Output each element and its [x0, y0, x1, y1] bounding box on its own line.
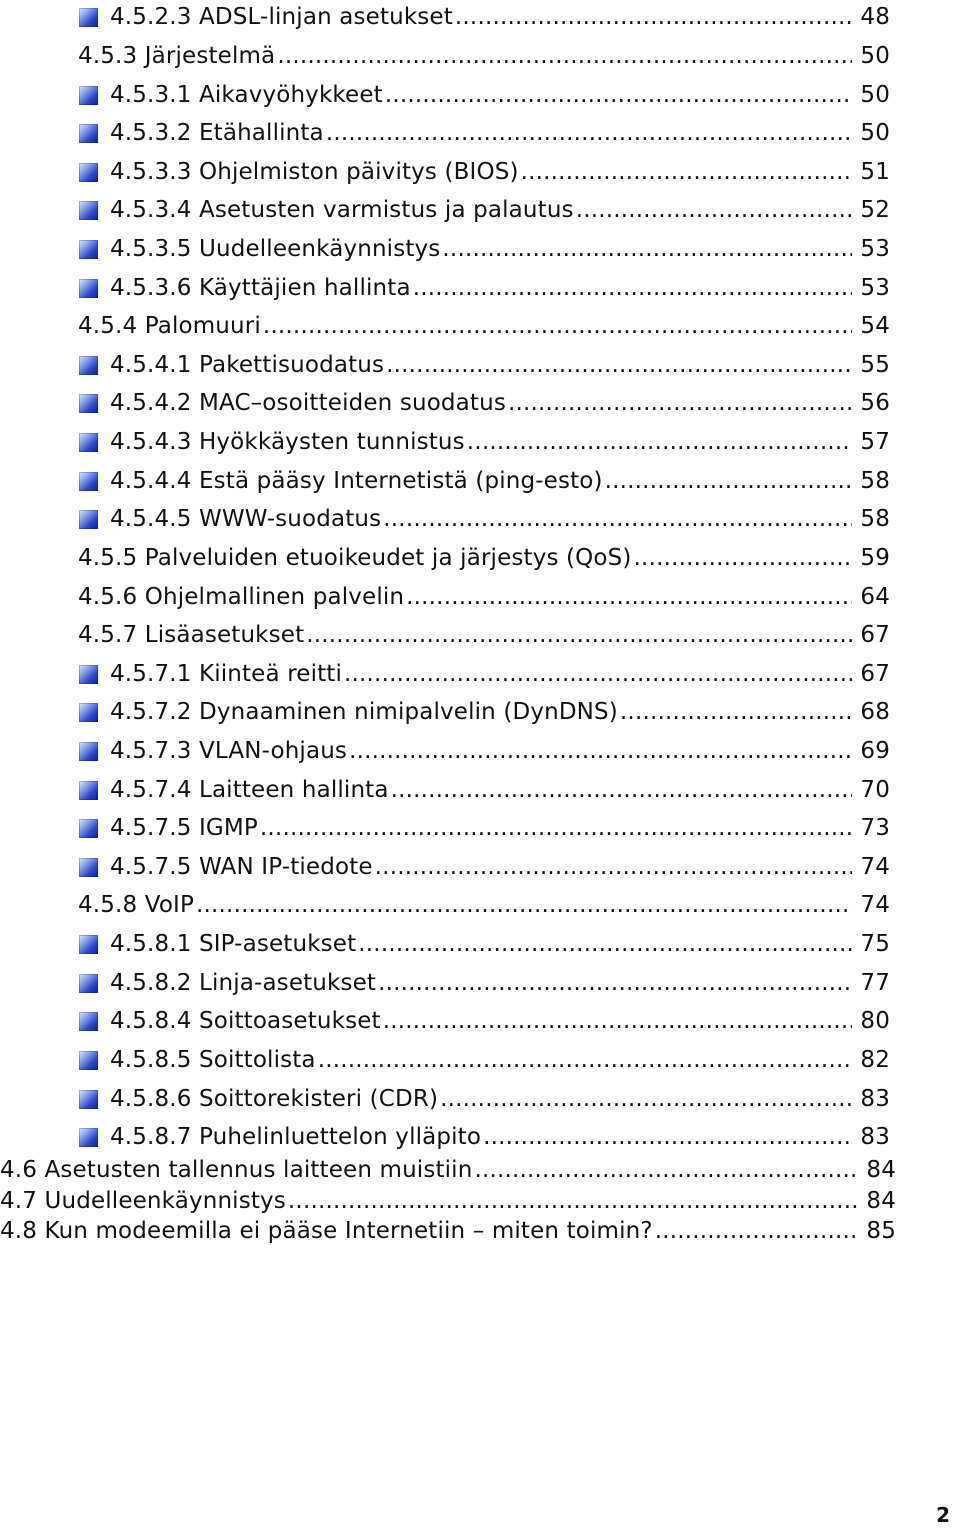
toc-leader-dots [655, 1220, 859, 1243]
toc-bullet-icon [79, 819, 98, 838]
toc-entry-title: 4.5.2.3 ADSL-linjan asetukset [110, 4, 453, 30]
toc-bullet-icon [79, 781, 98, 800]
toc-entry[interactable] [110, 392, 890, 415]
toc-leader-dots [386, 354, 852, 377]
toc-entry[interactable] [110, 1049, 890, 1072]
toc-leader-dots [260, 817, 853, 840]
toc-entry[interactable] [110, 161, 890, 184]
toc-bullet-icon [79, 935, 98, 954]
toc-leader-dots [413, 277, 853, 300]
toc-entry-title: 4.5.8.5 Soittolista [110, 1047, 316, 1073]
toc-page-number: 77 [860, 970, 890, 996]
toc-entry[interactable] [110, 663, 890, 686]
toc-leader-dots [634, 547, 853, 570]
toc-bullet-icon [79, 163, 98, 182]
toc-entry[interactable] [110, 1126, 890, 1149]
toc-bullet-icon [79, 1090, 98, 1109]
toc-entry-title: 4.5.7.5 IGMP [110, 815, 258, 841]
toc-entry-title: 4.8 Kun modeemilla ei pääse Internetiin – miten toimin? [0, 1218, 653, 1244]
toc-entry-title: 4.5.3.1 Aikavyöhykkeet [110, 82, 383, 108]
toc-page-number: 73 [860, 815, 890, 841]
toc-leader-dots [277, 45, 852, 68]
toc-bullet-icon [79, 394, 98, 413]
toc-leader-dots [288, 1190, 859, 1213]
toc-leader-dots [620, 701, 853, 724]
toc-entry[interactable] [110, 779, 890, 802]
toc-entry[interactable] [110, 277, 890, 300]
toc-entry-title: 4.5.8.6 Soittorekisteri (CDR) [110, 1086, 439, 1112]
toc-entry[interactable] [110, 354, 890, 377]
toc-entry-title: 4.5.8.2 Linja-asetukset [110, 970, 377, 996]
toc-entry-title: 4.5.3.4 Asetusten varmistus ja palautus [110, 197, 574, 223]
toc-bullet-icon [79, 742, 98, 761]
toc-bullet-icon [79, 974, 98, 993]
toc-entry-title: 4.5.4 Palomuuri [78, 313, 261, 339]
toc-entry[interactable] [0, 1220, 896, 1243]
toc-bullet-icon [79, 8, 98, 27]
toc-entry-title: 4.5.4.3 Hyökkäysten tunnistus [110, 429, 465, 455]
toc-leader-dots [326, 122, 853, 145]
toc-leader-dots [383, 508, 852, 531]
toc-page-number: 58 [860, 506, 890, 532]
toc-entry-title: 4.5.7 Lisäasetukset [78, 622, 305, 648]
toc-entry[interactable] [0, 1190, 896, 1213]
toc-entry[interactable] [110, 1088, 890, 1111]
toc-leader-dots [383, 1010, 853, 1033]
toc-page-number: 82 [860, 1047, 890, 1073]
toc-leader-dots [483, 1126, 852, 1149]
toc-bullet-icon [79, 665, 98, 684]
toc-entry[interactable] [78, 45, 890, 68]
toc-leader-dots [378, 972, 852, 995]
toc-entry[interactable] [110, 199, 890, 222]
toc-bullet-icon [79, 240, 98, 259]
toc-entry-title: 4.5.8.7 Puhelinluettelon ylläpito [110, 1124, 482, 1150]
toc-entry[interactable] [78, 624, 890, 647]
toc-leader-dots [467, 431, 853, 454]
toc-page-number: 68 [860, 699, 890, 725]
toc-entry-title: 4.7 Uudelleenkäynnistys [0, 1188, 286, 1214]
toc-entry[interactable] [110, 856, 890, 879]
toc-page-number: 54 [860, 313, 890, 339]
toc-leader-dots [318, 1049, 853, 1072]
toc-entry-title: 4.5.8.1 SIP-asetukset [110, 931, 357, 957]
toc-page-number: 51 [860, 159, 890, 185]
page-number: 2 [936, 1503, 950, 1527]
toc-page-number: 53 [860, 236, 890, 262]
toc-entry[interactable] [110, 122, 890, 145]
toc-leader-dots [375, 856, 853, 879]
toc-entry[interactable] [78, 547, 890, 570]
toc-entry[interactable] [110, 817, 890, 840]
toc-page-number: 67 [860, 622, 890, 648]
toc-entry[interactable] [0, 1159, 896, 1182]
toc-entry-title: 4.5.7.4 Laitteen hallinta [110, 777, 389, 803]
toc-page-number: 53 [860, 275, 890, 301]
toc-page-number: 57 [860, 429, 890, 455]
toc-bullet-icon [79, 279, 98, 298]
toc-page-number: 84 [866, 1188, 896, 1214]
toc-bullet-icon [79, 510, 98, 529]
toc-bullet-icon [79, 858, 98, 877]
toc-entry-title: 4.5.7.2 Dynaaminen nimipalvelin (DynDNS) [110, 699, 618, 725]
toc-entry[interactable] [110, 701, 890, 724]
toc-entry-title: 4.5.6 Ohjelmallinen palvelin [78, 584, 405, 610]
toc-bullet-icon [79, 703, 98, 722]
toc-page-number: 74 [860, 854, 890, 880]
toc-page-number: 50 [860, 43, 890, 69]
toc-entry[interactable] [110, 84, 890, 107]
toc-bullet-icon [79, 1051, 98, 1070]
toc-bullet-icon [79, 356, 98, 375]
toc-page-number: 85 [866, 1218, 896, 1244]
toc-leader-dots [406, 586, 852, 609]
toc-entry-title: 4.5.4.5 WWW-suodatus [110, 506, 382, 532]
toc-entry-title: 4.5.4.2 MAC–osoitteiden suodatus [110, 390, 506, 416]
toc-entry-title: 4.5.3.2 Etähallinta [110, 120, 324, 146]
toc-bullet-icon [79, 86, 98, 105]
toc-page-number: 50 [860, 82, 890, 108]
toc-entry[interactable] [78, 315, 890, 338]
toc-entry[interactable] [110, 508, 890, 531]
toc-page-number: 83 [860, 1086, 890, 1112]
toc-leader-dots [349, 740, 852, 763]
toc-leader-dots [442, 238, 852, 261]
toc-page-number: 83 [860, 1124, 890, 1150]
toc-entry-title: 4.5.8.4 Soittoasetukset [110, 1008, 381, 1034]
toc-entry[interactable] [110, 6, 890, 29]
toc-leader-dots [306, 624, 852, 647]
toc-leader-dots [455, 6, 853, 29]
toc-leader-dots [474, 1159, 858, 1182]
toc-entry-title: 4.5.3.6 Käyttäjien hallinta [110, 275, 411, 301]
toc-leader-dots [391, 779, 853, 802]
toc-bullet-icon [79, 1012, 98, 1031]
toc-page-number: 59 [860, 545, 890, 571]
toc-bullet-icon [79, 472, 98, 491]
toc-entry-title: 4.5.3.3 Ohjelmiston päivitys (BIOS) [110, 159, 519, 185]
toc-leader-dots [521, 161, 853, 184]
toc-entry-title: 4.5.7.5 WAN IP-tiedote [110, 854, 373, 880]
toc-leader-dots [196, 894, 852, 917]
toc-page-number: 58 [860, 468, 890, 494]
toc-entry-title: 4.5.7.3 VLAN-ohjaus [110, 738, 348, 764]
toc-entry[interactable] [110, 933, 890, 956]
toc-leader-dots [344, 663, 852, 686]
toc-entry-title: 4.5.5 Palveluiden etuoikeudet ja järjestys (QoS) [78, 545, 632, 571]
toc-entry-title: 4.5.4.1 Pakettisuodatus [110, 352, 385, 378]
toc-entry[interactable] [110, 238, 890, 261]
toc-entry-title: 4.5.7.1 Kiinteä reitti [110, 661, 343, 687]
toc-leader-dots [358, 933, 852, 956]
toc-page-number: 55 [860, 352, 890, 378]
toc-bullet-icon [79, 1128, 98, 1147]
toc-page-number: 48 [860, 4, 890, 30]
toc-leader-dots [605, 470, 853, 493]
toc-entry[interactable] [110, 431, 890, 454]
toc-bullet-icon [79, 124, 98, 143]
toc-leader-dots [263, 315, 853, 338]
toc-entry[interactable] [110, 1010, 890, 1033]
toc-entry[interactable] [78, 894, 890, 917]
toc-entry-title: 4.5.3.5 Uudelleenkäynnistys [110, 236, 441, 262]
toc-page-number: 70 [860, 777, 890, 803]
toc-page-number: 67 [860, 661, 890, 687]
toc-entry[interactable] [110, 470, 890, 493]
toc-entry-title: 4.5.4.4 Estä pääsy Internetistä (ping-esto) [110, 468, 603, 494]
toc-bullet-icon [79, 201, 98, 220]
toc-page-number: 56 [860, 390, 890, 416]
toc-page-number: 84 [866, 1157, 896, 1183]
toc-leader-dots [385, 84, 853, 107]
toc-leader-dots [440, 1088, 852, 1111]
toc-entry-title: 4.5.8 VoIP [78, 892, 195, 918]
toc-leader-dots [508, 392, 852, 415]
toc-entry[interactable] [78, 586, 890, 609]
toc-page-number: 52 [860, 197, 890, 223]
toc-page-number: 80 [860, 1008, 890, 1034]
toc-bullet-icon [79, 433, 98, 452]
toc-leader-dots [576, 199, 853, 222]
toc-page-number: 64 [860, 584, 890, 610]
toc-entry-title: 4.5.3 Järjestelmä [78, 43, 276, 69]
toc-entry-title: 4.6 Asetusten tallennus laitteen muistiin [0, 1157, 473, 1183]
toc-page-number: 74 [860, 892, 890, 918]
toc-entry[interactable] [110, 972, 890, 995]
toc-entry[interactable] [110, 740, 890, 763]
toc-page-number: 50 [860, 120, 890, 146]
toc-page-number: 69 [860, 738, 890, 764]
toc-page-number: 75 [860, 931, 890, 957]
